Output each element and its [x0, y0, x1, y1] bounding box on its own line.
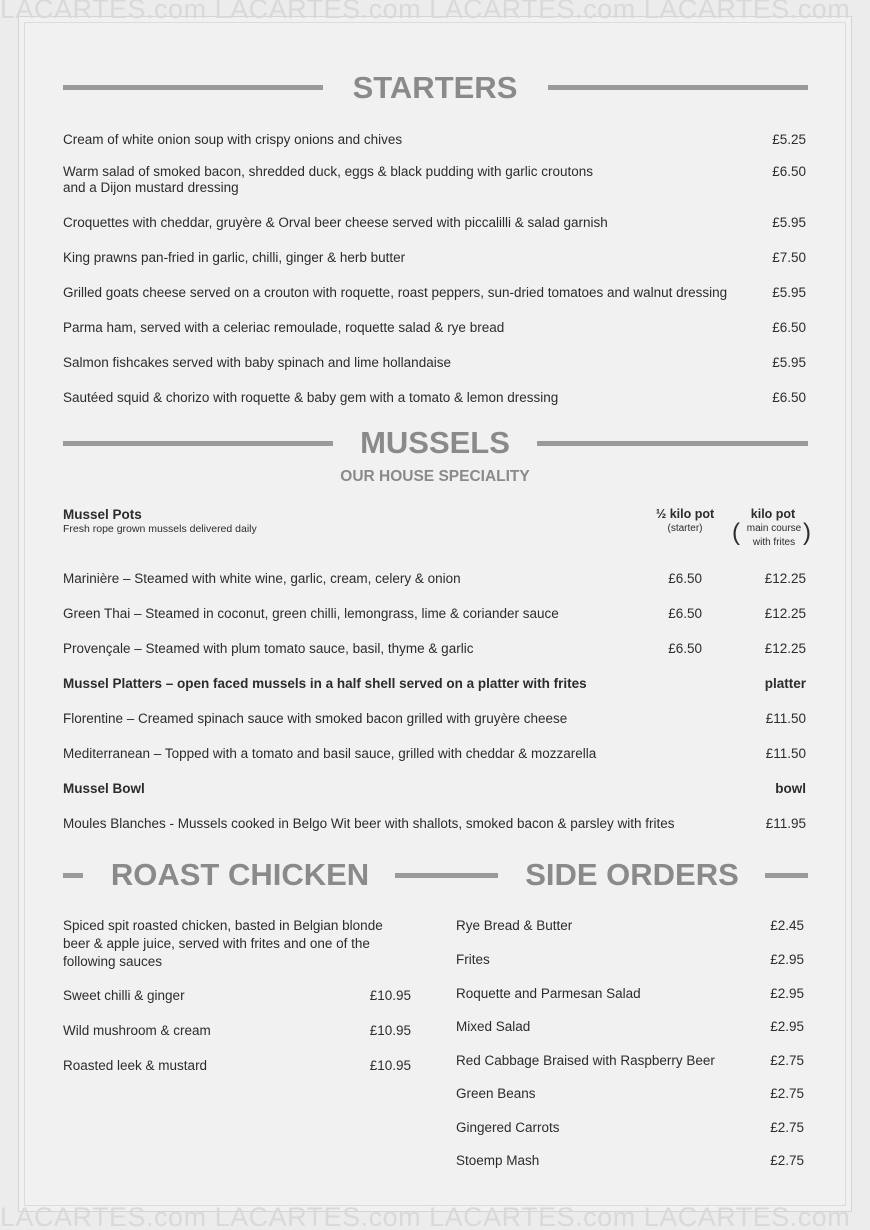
chicken-description: Spiced spit roasted chicken, basted in Belgian blonde — [63, 918, 383, 933]
mussel-pot-name: Green Thai – Steamed in coconut, green chilli, lemongrass, lime & coriander sauce — [63, 606, 559, 621]
starter-item-name: Parma ham, served with a celeriac remoulade, roquette salad & rye bread — [63, 320, 505, 335]
mussel-bowl-price: £11.95 — [765, 816, 806, 831]
mussel-platter-price: £11.50 — [765, 711, 806, 726]
starter-item-price: £6.50 — [772, 164, 806, 179]
mussel-pot-name: Marinière – Steamed with white wine, garlic, cream, celery & onion — [63, 571, 461, 586]
divider-rule — [63, 85, 323, 90]
kilo-note-paren-close: ) — [803, 519, 811, 546]
divider-rule — [395, 873, 498, 878]
starter-item-name: Croquettes with cheddar, gruyère & Orval beer cheese served with piccalilli & salad garnish — [63, 215, 608, 230]
watermark-bottom: LACARTES.com LACARTES.com LACARTES.com LACARTES.com — [0, 1202, 851, 1230]
kilo-column-title: kilo pot — [750, 507, 796, 521]
starter-item-name: Sautéed squid & chorizo with roquette & baby gem with a tomato & lemon dressing — [63, 390, 559, 405]
side-order-price: £2.75 — [770, 1120, 804, 1135]
starter-item-name: Cream of white onion soup with crispy onions and chives — [63, 132, 403, 147]
side-order-price: £2.95 — [770, 952, 804, 967]
mussel-platter-price: £11.50 — [765, 746, 806, 761]
mussel-pot-kilo-price: £12.25 — [764, 571, 806, 586]
mussel-pot-name: Provençale – Steamed with plum tomato sauce, basil, thyme & garlic — [63, 641, 474, 656]
watermark-top: LACARTES.com LACARTES.com LACARTES.com LACARTES.com — [0, 0, 851, 24]
mussels-heading: MUSSELS — [360, 425, 510, 460]
kilo-column-note: main course — [746, 523, 802, 534]
side-orders-heading: SIDE ORDERS — [525, 857, 739, 892]
starter-item-price: £6.50 — [772, 320, 806, 335]
mussel-platters-title: Mussel Platters – open faced mussels in a half shell served on a platter with frites — [63, 676, 587, 691]
chicken-description: beer & apple juice, served with frites and one of the — [63, 936, 370, 951]
starter-item-price: £5.95 — [772, 215, 806, 230]
mussels-subheading: OUR HOUSE SPECIALITY — [340, 468, 530, 485]
starter-item-name: King prawns pan-fried in garlic, chilli, ginger & herb butter — [63, 250, 406, 265]
side-order-name: Rye Bread & Butter — [456, 918, 573, 933]
side-order-name: Roquette and Parmesan Salad — [456, 986, 641, 1001]
mussel-pots-note: Fresh rope grown mussels delivered daily — [63, 523, 257, 535]
side-order-price: £2.75 — [770, 1153, 804, 1168]
side-order-name: Gingered Carrots — [456, 1120, 560, 1135]
side-order-price: £2.75 — [770, 1086, 804, 1101]
side-order-name: Frites — [456, 952, 490, 967]
starter-item-price: £5.95 — [772, 355, 806, 370]
half-kilo-column-title: ½ kilo pot — [655, 507, 715, 521]
half-kilo-column-note: (starter) — [667, 523, 703, 534]
mussel-pot-kilo-price: £12.25 — [764, 606, 806, 621]
mussel-pot-half-price: £6.50 — [668, 641, 702, 656]
starter-item-price: £5.95 — [772, 285, 806, 300]
platter-label: platter — [764, 676, 806, 691]
side-order-name: Red Cabbage Braised with Raspberry Beer — [456, 1053, 715, 1068]
divider-rule — [63, 441, 333, 446]
mussel-pot-kilo-price: £12.25 — [764, 641, 806, 656]
side-order-name: Green Beans — [456, 1086, 536, 1101]
side-order-name: Mixed Salad — [456, 1019, 531, 1034]
mussel-pot-half-price: £6.50 — [668, 571, 702, 586]
starter-item-name-cont: and a Dijon mustard dressing — [63, 180, 239, 195]
chicken-sauce-price: £10.95 — [369, 1023, 411, 1038]
side-order-price: £2.95 — [770, 1019, 804, 1034]
divider-rule — [765, 873, 808, 878]
bowl-label: bowl — [775, 781, 806, 796]
starters-heading: STARTERS — [352, 70, 518, 105]
chicken-sauce-name: Roasted leek & mustard — [63, 1058, 208, 1073]
starter-item-name: Warm salad of smoked bacon, shredded duck, eggs & black pudding with garlic croutons — [63, 164, 594, 179]
kilo-column-note: with frites — [752, 537, 796, 548]
chicken-sauce-name: Wild mushroom & cream — [63, 1023, 211, 1038]
divider-rule — [537, 441, 808, 446]
starter-item-price: £6.50 — [772, 390, 806, 405]
chicken-sauce-name: Sweet chilli & ginger — [63, 988, 185, 1003]
mussel-platter-name: Mediterranean – Topped with a tomato and basil sauce, grilled with cheddar & mozzarella — [63, 746, 597, 761]
side-order-price: £2.75 — [770, 1053, 804, 1068]
mussel-bowl-title: Mussel Bowl — [63, 781, 145, 796]
chicken-sauce-price: £10.95 — [369, 1058, 411, 1073]
starter-item-price: £7.50 — [772, 250, 806, 265]
mussel-bowl-name: Moules Blanches - Mussels cooked in Belgo Wit beer with shallots, smoked bacon & parsley with frites — [63, 816, 675, 831]
roast-chicken-heading: ROAST CHICKEN — [110, 857, 370, 892]
side-order-price: £2.45 — [770, 918, 804, 933]
kilo-note-paren-open: ( — [732, 519, 740, 546]
starter-item-name: Salmon fishcakes served with baby spinach and lime hollandaise — [63, 355, 451, 370]
mussel-pots-title: Mussel Pots — [63, 507, 142, 522]
chicken-sauce-price: £10.95 — [369, 988, 411, 1003]
starter-item-price: £5.25 — [772, 132, 806, 147]
divider-rule — [548, 85, 808, 90]
side-order-name: Stoemp Mash — [456, 1153, 540, 1168]
side-order-price: £2.95 — [770, 986, 804, 1001]
starter-item-name: Grilled goats cheese served on a crouton with roquette, roast peppers, sun-dried tomatoes and walnut dressing — [63, 285, 728, 300]
chicken-description: following sauces — [63, 954, 163, 969]
mussel-platter-name: Florentine – Creamed spinach sauce with smoked bacon grilled with gruyère cheese — [63, 711, 568, 726]
divider-rule — [63, 873, 83, 878]
mussel-pot-half-price: £6.50 — [668, 606, 702, 621]
